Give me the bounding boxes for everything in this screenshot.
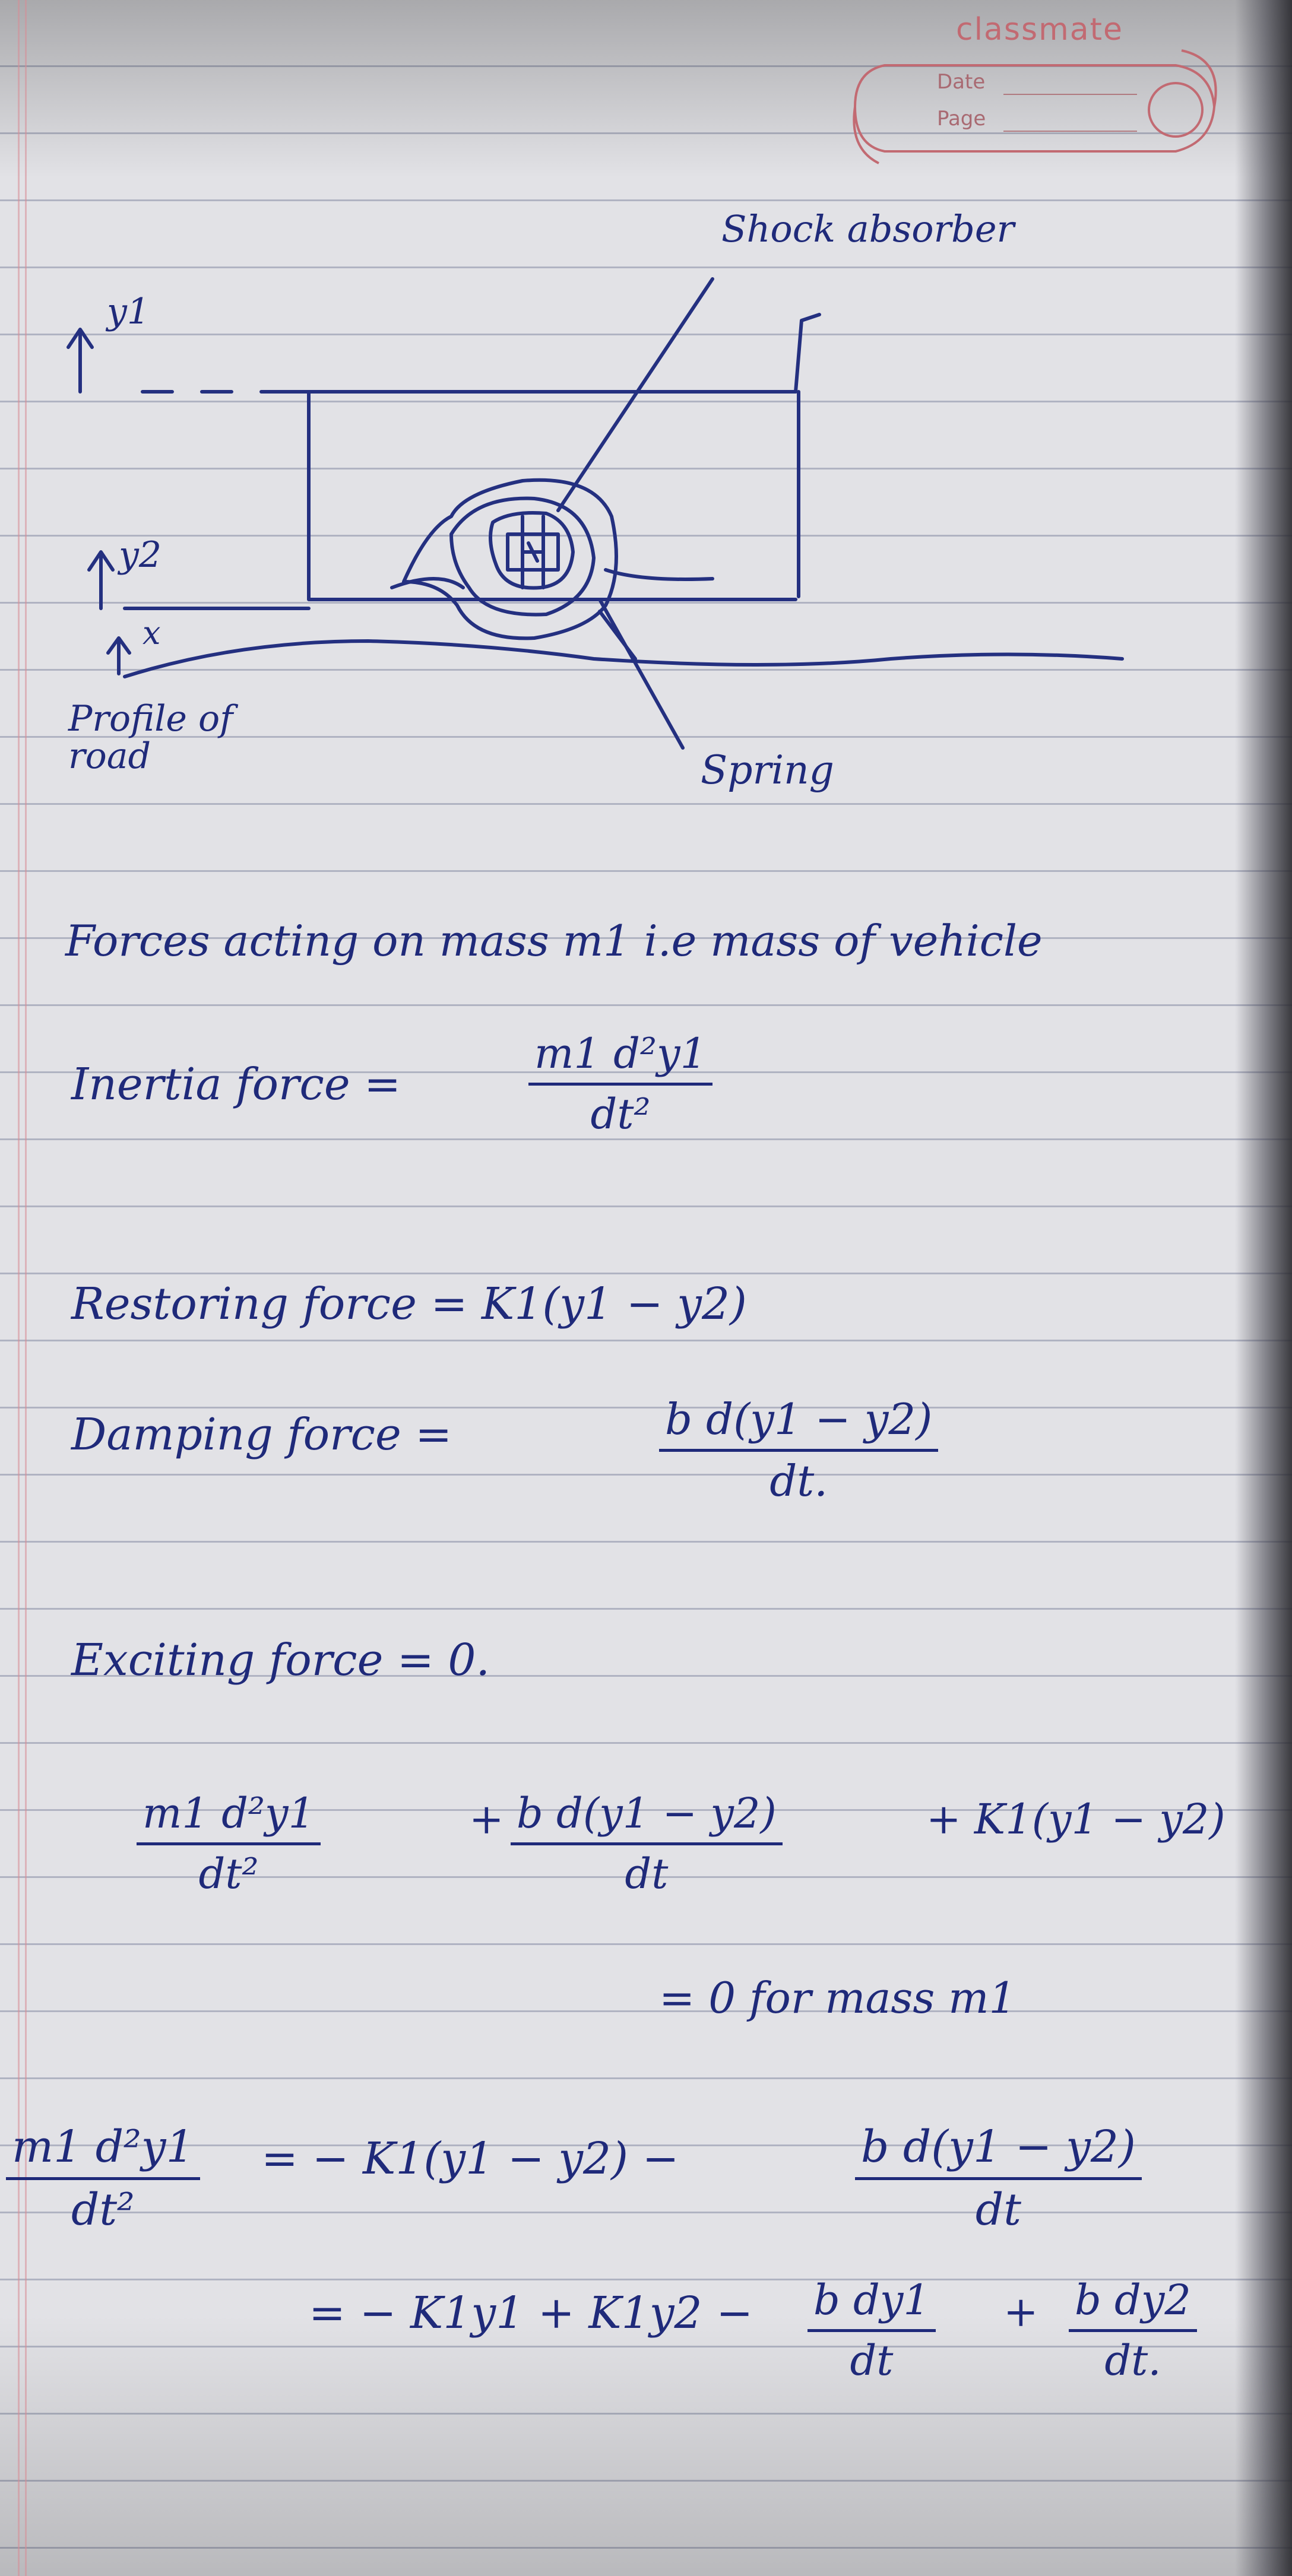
eq2-rhs-a: = − K1(y1 − y2) − [261,2133,679,2184]
eq1-term1-numerator: m1 d²y1 [137,1790,321,1845]
eq3-a: = − K1y1 + K1y2 − [309,2288,753,2339]
label-y2: y2 [119,534,162,576]
exciting-force: Exciting force = 0. [71,1635,490,1686]
damping-fraction [659,1395,938,1506]
eq3-plus: + [1003,2288,1038,2336]
label-x: x [142,614,161,652]
eq1-plus: + [469,1795,504,1844]
eq2-lhs-numerator: m1 d²y1 [6,2122,200,2180]
restoring-force: Restoring force = K1(y1 − y2) [71,1279,747,1330]
eq3-b-numerator: b dy1 [808,2276,936,2332]
damping-numerator: b d(y1 − y2) [659,1395,938,1452]
label-profile-of-road: Profile of road [68,698,233,777]
eq1-term3: + K1(y1 − y2) [926,1795,1226,1844]
eq3-b-fraction [808,2276,936,2384]
notebook-brand: classmate [956,12,1123,47]
inertia-fraction [528,1030,712,1138]
eq3-c-fraction [1069,2276,1197,2384]
inertia-label: Inertia force = [71,1059,401,1110]
damping-label: Damping force = [71,1409,452,1460]
eq1-result: = 0 for mass m1 [659,1973,1016,2023]
forces-heading: Forces acting on mass m1 i.e mass of vehicle [65,916,1043,966]
eq1-term1-fraction [137,1790,321,1898]
eq2-rhs-b-numerator: b d(y1 − y2) [855,2122,1142,2180]
eq2-rhs-b-fraction [855,2122,1142,2235]
label-y1: y1 [107,291,150,332]
label-shock-absorber: Shock absorber [721,207,1015,250]
eq3-c-numerator: b dy2 [1069,2276,1197,2332]
eq2-rhs-b-denominator: dt [975,2184,1021,2236]
eq2-lhs-denominator: dt² [71,2184,135,2236]
inertia-denominator: dt² [590,1089,651,1138]
inertia-numerator: m1 d²y1 [528,1030,712,1086]
eq1-term2-denominator: dt [625,1849,669,1898]
eq1-term1-denominator: dt² [198,1849,259,1898]
eq2-lhs-fraction [6,2122,200,2235]
eq1-term2-fraction [511,1790,783,1898]
eq3-b-denominator: dt [850,2336,894,2385]
date-label: Date [937,70,986,94]
damping-denominator: dt. [770,1455,828,1506]
page-label: Page [937,107,986,131]
label-spring: Spring [701,747,834,793]
eq1-term2-numerator: b d(y1 − y2) [511,1790,783,1845]
eq3-c-denominator: dt. [1104,2336,1161,2385]
